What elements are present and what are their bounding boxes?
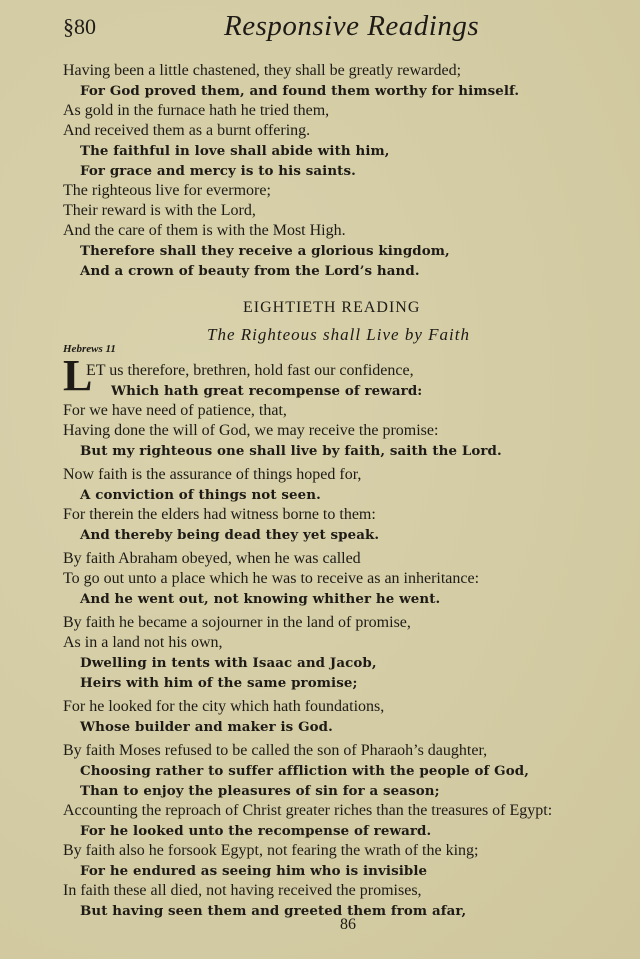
reading-text [63, 361, 640, 921]
response-line: Whose builder and maker is God. [80, 719, 333, 735]
response-line: Therefore shall they receive a glorious kingdom, [80, 243, 450, 259]
response-line: The faithful in love shall abide with him, [80, 143, 390, 159]
reading-line: Accounting the reproach of Christ greater riches than the treasures of Egypt: [63, 802, 553, 819]
response-line: Heirs with him of the same promise; [80, 675, 358, 691]
reading-subtitle: The Righteous shall Live by Faith [207, 325, 470, 344]
reading-line: Now faith is the assurance of things hoped for, [63, 466, 362, 483]
response-line: Which hath great recompense of reward: [111, 383, 423, 399]
response-line: Choosing rather to suffer affliction with the people of God, [80, 763, 529, 779]
response-line: Dwelling in tents with Isaac and Jacob, [80, 655, 377, 671]
reading-line: As in a land not his own, [63, 634, 223, 651]
reading-line: For therein the elders had witness borne to them: [63, 506, 376, 523]
response-line: And he went out, not knowing whither he went. [80, 591, 441, 607]
reading-line: ET us therefore, brethren, hold fast our confidence, [86, 362, 414, 379]
reading-line: Their reward is with the Lord, [63, 202, 256, 219]
response-line: Than to enjoy the pleasures of sin for a season; [80, 783, 440, 799]
reading-line: By faith Abraham obeyed, when he was called [63, 550, 361, 567]
reading-line: For we have need of patience, that, [63, 402, 287, 419]
response-line: For God proved them, and found them worthy for himself. [80, 83, 520, 99]
reading-line: The righteous live for evermore; [63, 182, 271, 199]
reading-heading: EIGHTIETH READING [243, 299, 421, 316]
response-line: For he looked unto the recompense of reward. [80, 823, 432, 839]
reading-line: And received them as a burnt offering. [63, 122, 311, 139]
response-line: For grace and mercy is to his saints. [80, 163, 356, 179]
section-number: §80 [63, 14, 96, 39]
response-line: A conviction of things not seen. [80, 487, 321, 503]
reading-line: And the care of them is with the Most High. [63, 222, 346, 239]
reading-line: As gold in the furnace hath he tried them, [63, 102, 330, 119]
reading-line: By faith he became a sojourner in the land of promise, [63, 614, 411, 631]
reading-line: By faith Moses refused to be called the son of Pharaoh’s daughter, [63, 742, 488, 759]
reading-line: For he looked for the city which hath foundations, [63, 698, 385, 715]
response-line: And thereby being dead they yet speak. [80, 527, 380, 543]
page-number: 86 [340, 916, 356, 933]
response-line: And a crown of beauty from the Lord’s hand. [80, 263, 420, 279]
previous-reading-text [63, 61, 640, 281]
reading-line: To go out unto a place which he was to receive as an inheritance: [63, 570, 480, 587]
response-line: For he endured as seeing him who is invisible [80, 863, 428, 879]
reading-line: In faith these all died, not having received the promises, [63, 882, 422, 899]
drop-cap: L [63, 351, 93, 400]
running-title: Responsive Readings [224, 10, 480, 42]
response-line: But having seen them and greeted them from afar, [80, 903, 467, 919]
reading-line: By faith also he forsook Egypt, not fearing the wrath of the king; [63, 842, 479, 859]
scripture-reference: Hebrews 11 [63, 343, 116, 355]
response-line: But my righteous one shall live by faith, saith the Lord. [80, 443, 502, 459]
reading-line: Having done the will of God, we may receive the promise: [63, 422, 439, 439]
reading-line: Having been a little chastened, they shall be greatly rewarded; [63, 62, 462, 79]
